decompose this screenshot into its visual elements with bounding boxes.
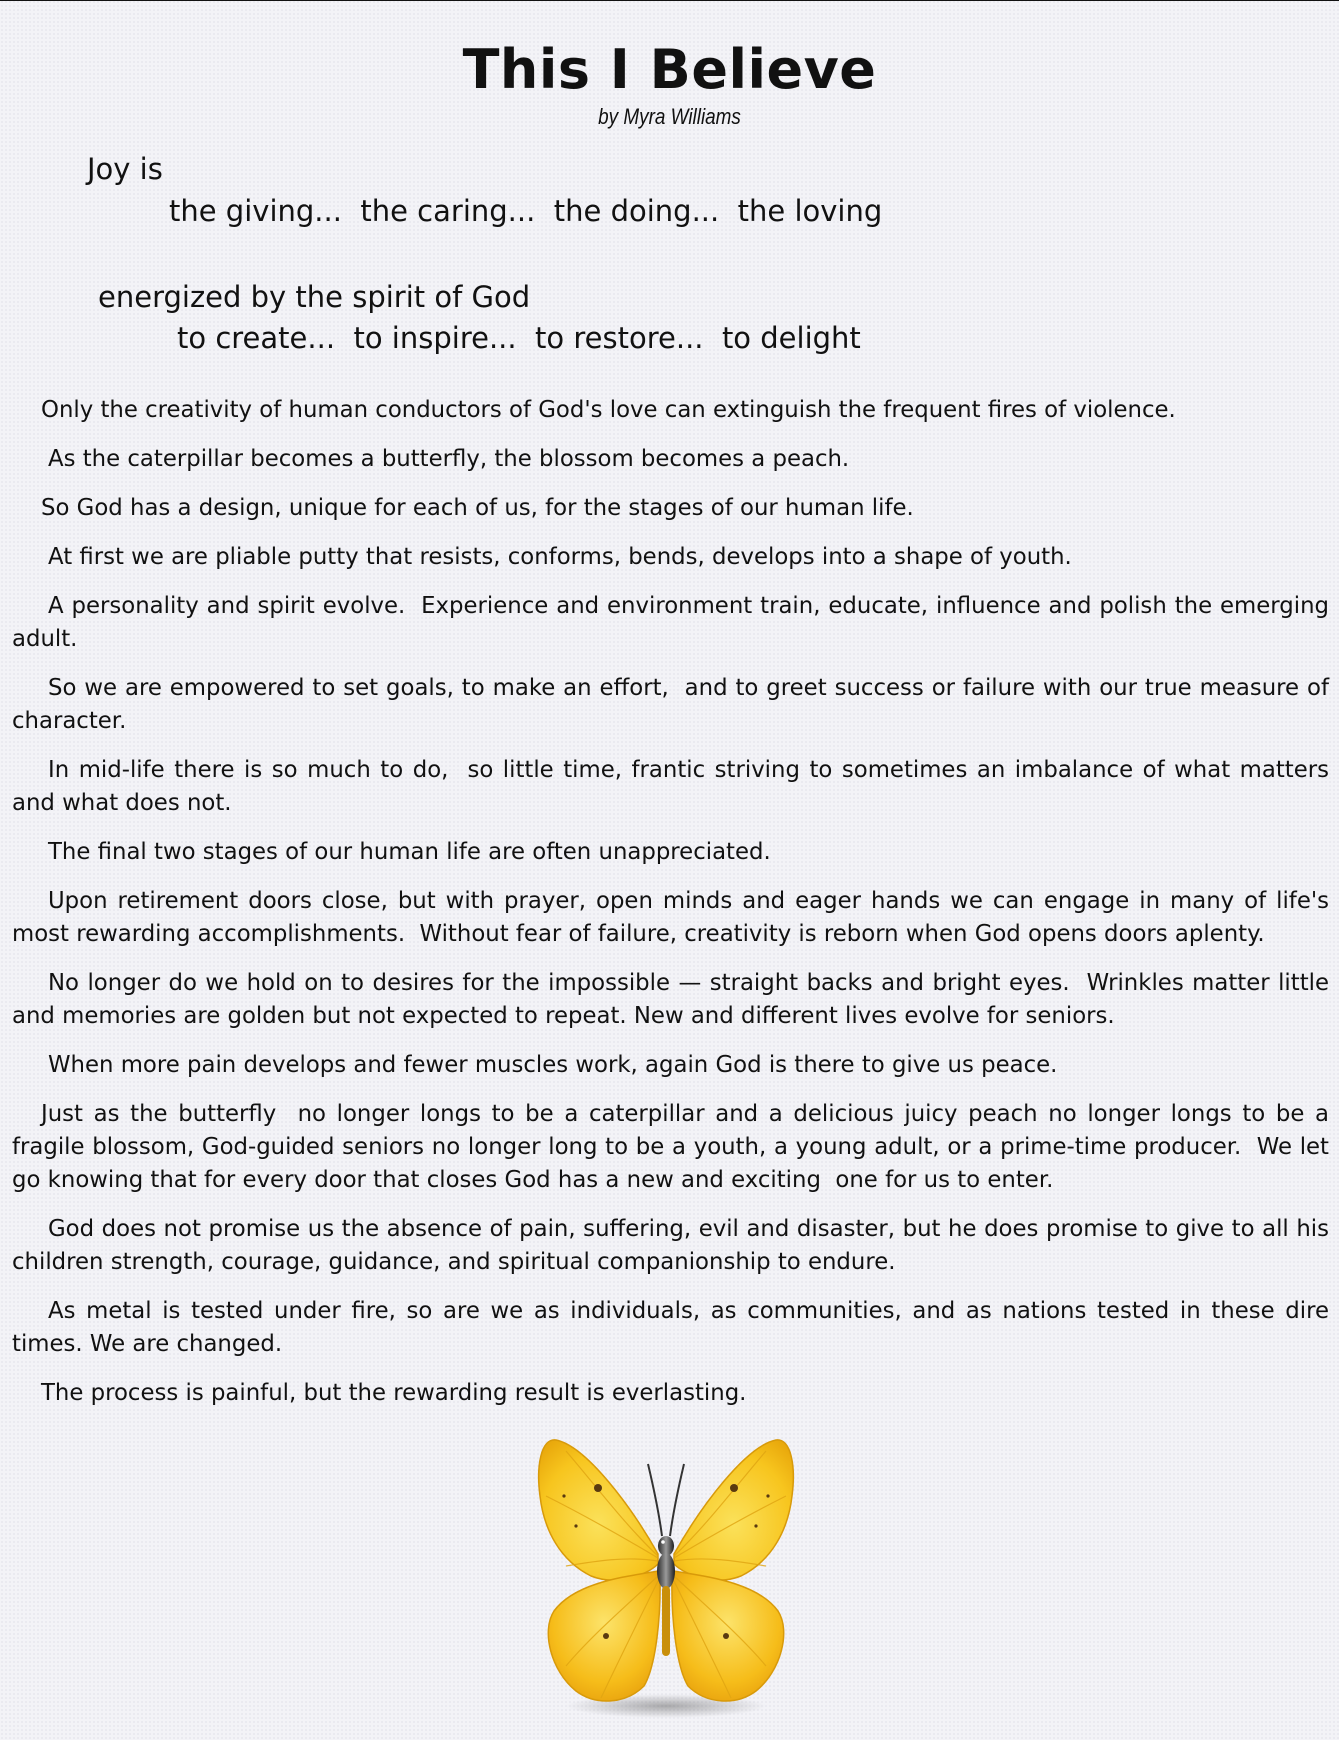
paragraph: So God has a design, unique for each of us, for the stages of our human life. [41, 495, 914, 521]
poem-line: energized by the spirit of God [98, 280, 531, 314]
author-byline: by Myra Williams [598, 104, 741, 129]
paragraph: Only the creativity of human conductors of God's love can extinguish the frequent fires of violence. [41, 397, 1176, 423]
top-border [0, 0, 1339, 1]
paragraph: The final two stages of our human life are often unappreciated. [48, 839, 771, 865]
poem-line: the giving... the caring... the doing... the loving [169, 194, 883, 228]
paragraph: When more pain develops and fewer muscles work, again God is there to give us peace. [48, 1052, 1058, 1078]
paragraph: No longer do we hold on to desires for the impossible — straight backs and bright eyes. Wrinkles matter little and memories are golden but not expected to repeat. New and different lives evolve for seniors. [12, 970, 1337, 1029]
paragraph: Just as the butterfly no longer longs to be a caterpillar and a delicious juicy peach no longer longs to be a fragile blossom, God-guided seniors no longer long to be a youth, a young adult, or a prime-time producer. We let go knowing that for every door that closes God has a new and exciting one for us to enter. [12, 1101, 1337, 1193]
paragraph: At first we are pliable putty that resists, conforms, bends, develops into a shape of youth. [48, 544, 1072, 570]
paragraph: As metal is tested under fire, so are we as individuals, as communities, and as nations tested in these dire times. We are changed. [12, 1298, 1337, 1357]
essay-body [12, 394, 1337, 1426]
poem-line: Joy is [87, 152, 163, 186]
paragraph: God does not promise us the absence of pain, suffering, evil and disaster, but he does promise to give to all his children strength, courage, guidance, and spiritual companionship to endure. [12, 1216, 1337, 1275]
paragraph: So we are empowered to set goals, to make an effort, and to greet success or failure with our true measure of character. [12, 675, 1337, 734]
paragraph: In mid-life there is so much to do, so little time, frantic striving to sometimes an imbalance of what matters and what does not. [12, 757, 1337, 816]
butterfly-icon [536, 1436, 796, 1726]
paragraph: A personality and spirit evolve. Experience and environment train, educate, influence and polish the emerging adult. [12, 593, 1337, 652]
poem-line: to create... to inspire... to restore... to delight [177, 321, 861, 355]
paragraph: The process is painful, but the rewarding result is everlasting. [41, 1380, 747, 1406]
paragraph: Upon retirement doors close, but with prayer, open minds and eager hands we can engage in many of life's most rewarding accomplishments. Without fear of failure, creativity is reborn when God opens doors aplenty. [12, 888, 1337, 947]
paragraph: As the caterpillar becomes a butterfly, the blossom becomes a peach. [48, 446, 850, 472]
page-title: This I Believe [462, 38, 877, 101]
